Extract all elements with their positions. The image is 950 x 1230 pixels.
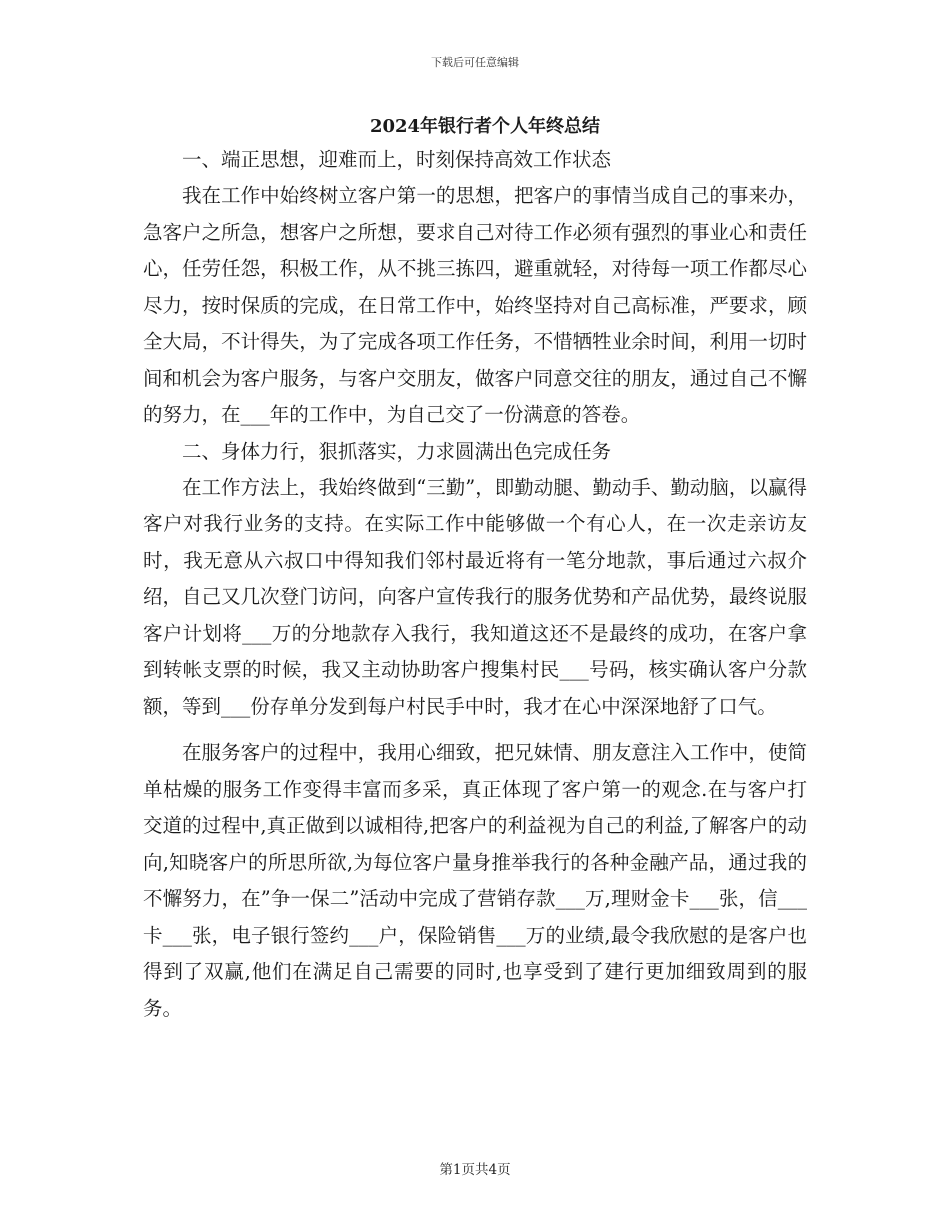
- section-heading-2: 二、身体力行，狠抓落实，力求圆满出色完成任务: [182, 439, 612, 463]
- header-note: 下载后可任意编辑: [431, 56, 519, 69]
- document-body: [143, 112, 807, 1027]
- page-number: 第1页共4页: [439, 1162, 511, 1178]
- section-heading-1: 一、端正思想，迎难而上，时刻保持高效工作状态: [182, 148, 612, 171]
- paragraph: 在服务客户的过程中，我用心细致，把兄妹情、朋友意注入工作中，使简单枯燥的服务工作变得丰富而多采，真正体现了客户第一的观念.在与客户打交道的过程中,真正做到以诚相待,把客户的利益视为自己的利益,了解客户的动向,知晓客户的所思所欲,为每位客户量身推举我行的各种金融产品，通过我的不懈努力，在”争一保二”活动中完成了营销存款___万,理财金卡___张，信___卡___张，电子银行签约___户，保险销售___万的业绩,最令我欣慰的是客户也得到了双赢,他们在满足自己需要的同时,也享受到了建行更加细致周到的服务。: [143, 741, 807, 1020]
- document-title: 2024年银行者个人年终总结: [369, 116, 601, 137]
- paragraph: 我在工作中始终树立客户第一的思想，把客户的事情当成自己的事来办，急客户之所急，想客户之所想，要求自己对待工作必须有强烈的事业心和责任心，任劳任怨，积极工作，从不挑三拣四，避重就轻，对待每一项工作都尽心尽力，按时保质的完成，在日常工作中，始终坚持对自己高标准，严要求，顾全大局，不计得失，为了完成各项工作任务，不惜牺牲业余时间，利用一切时间和机会为客户服务，与客户交朋友，做客户同意交往的朋友，通过自己不懈的努力，在___年的工作中，为自己交了一份满意的答卷。: [143, 184, 807, 426]
- paragraph: 在工作方法上，我始终做到“三勤”，即勤动腿、勤动手、勤动脑，以赢得客户对我行业务的支持。在实际工作中能够做一个有心人，在一次走亲访友时，我无意从六叔口中得知我们邻村最近将有一笔分地款，事后通过六叔介绍，自己又几次登门访问，向客户宣传我行的服务优势和产品优势，最终说服客户计划将___万的分地款存入我行，我知道这还不是最终的成功，在客户拿到转帐支票的时候，我又主动协助客户搜集村民___号码，核实确认客户分款额，等到___份存单分发到每户村民手中时，我才在心中深深地舒了口气。: [143, 475, 807, 718]
